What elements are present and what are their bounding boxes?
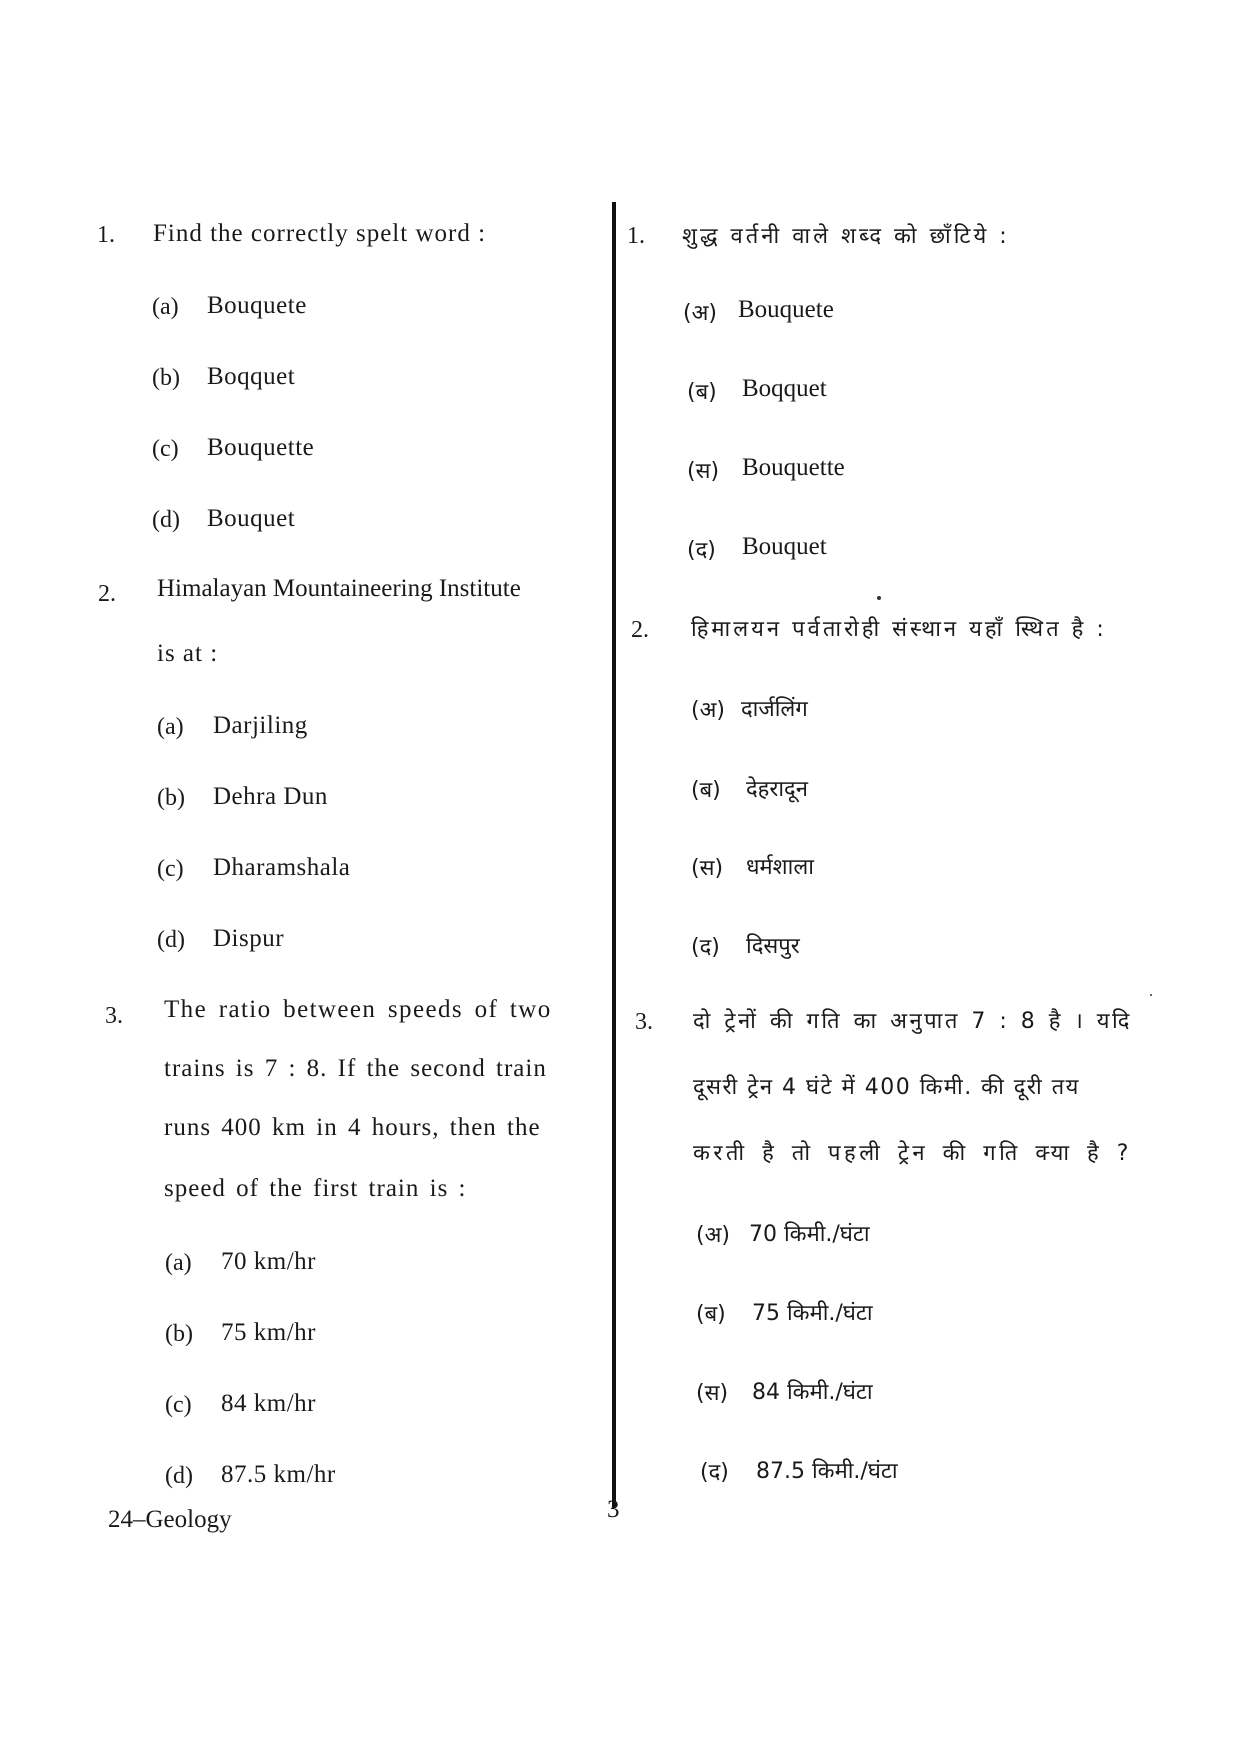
question-3-text-line3: करती है तो पहली ट्रेन की गति क्या है ?: [693, 1141, 1132, 1166]
option-row: [213, 783, 328, 811]
option-row: [696, 1298, 726, 1328]
question-text: [153, 220, 486, 248]
scan-speck: [877, 596, 881, 600]
option-row: [165, 1250, 192, 1277]
option-label: (ब): [696, 1302, 726, 1327]
question-1-text: Find the correctly spelt word :: [153, 220, 487, 247]
question-text: [164, 1114, 541, 1142]
option-text: धर्मशाला: [746, 855, 814, 880]
question-text: [157, 640, 218, 668]
option-row: [742, 454, 845, 482]
option-text: Boqquet: [742, 375, 827, 402]
option-row: [207, 292, 307, 320]
question-text: [682, 220, 1010, 250]
option-label: (स): [691, 856, 724, 881]
option-row: [696, 1377, 728, 1407]
option-label: (अ): [696, 1223, 730, 1248]
option-row: [221, 1461, 336, 1489]
column-divider: [612, 202, 616, 1508]
question-2-number: 2.: [631, 617, 649, 643]
option-row: [741, 693, 808, 723]
option-label: (c): [157, 856, 184, 882]
option-row: [742, 375, 827, 403]
option-row: [152, 365, 180, 392]
option-row: [221, 1248, 316, 1276]
question-3-text-line1: The ratio between speeds of two: [164, 996, 552, 1023]
question-2-text: हिमालयन पर्वतारोही संस्थान यहाँ स्थित है :: [691, 617, 1107, 642]
option-row: [213, 925, 284, 953]
scan-speck: [1150, 994, 1152, 996]
option-row: [157, 927, 185, 954]
subject-code: 24–Geology: [108, 1506, 232, 1533]
option-label: (a): [152, 294, 179, 320]
option-label: (अ): [683, 301, 717, 326]
question-3-number: 3.: [105, 1003, 123, 1029]
option-row: [152, 294, 179, 321]
option-row: [165, 1321, 193, 1348]
option-label: (स): [687, 459, 720, 484]
question-number: [635, 1009, 653, 1036]
page-number: 3: [607, 1496, 620, 1523]
option-label: (द): [700, 1460, 729, 1485]
option-label: (c): [165, 1392, 192, 1418]
option-row: [157, 785, 185, 812]
option-text: 70 km/hr: [221, 1248, 316, 1275]
option-row: [746, 773, 808, 803]
question-number: [97, 222, 115, 249]
option-label: (d): [165, 1463, 193, 1489]
option-row: [752, 1376, 873, 1406]
option-row: [152, 436, 179, 463]
option-label: (c): [152, 436, 179, 462]
option-text: Dehra Dun: [213, 783, 328, 810]
option-label: (b): [152, 365, 180, 391]
option-text: Bouquete: [738, 296, 834, 323]
option-row: [165, 1463, 193, 1490]
option-row: [207, 505, 295, 533]
option-row: [221, 1390, 316, 1418]
option-row: [157, 856, 184, 883]
option-text: 87.5 किमी./घंटा: [756, 1459, 898, 1484]
option-row: [746, 930, 800, 960]
option-row: [687, 376, 717, 406]
option-row: [691, 931, 720, 961]
option-row: [683, 297, 717, 327]
option-text: Dharamshala: [213, 854, 351, 881]
option-text: 70 किमी./घंटा: [749, 1222, 870, 1247]
option-row: [157, 714, 184, 741]
question-3-text-line3: runs 400 km in 4 hours, then the: [164, 1114, 541, 1141]
option-row: [756, 1455, 898, 1485]
question-number: [98, 581, 116, 608]
option-row: [691, 852, 723, 882]
option-row: [691, 774, 721, 804]
option-label: (d): [152, 507, 180, 533]
option-text: 84 km/hr: [221, 1390, 316, 1417]
option-text: Bouquet: [207, 505, 296, 532]
option-row: [738, 296, 834, 324]
question-1-text: शुद्ध वर्तनी वाले शब्द को छाँटिये :: [682, 224, 1010, 249]
option-label: (a): [157, 714, 184, 740]
option-label: (स): [696, 1381, 729, 1406]
question-text: [693, 1071, 1080, 1101]
option-label: (b): [157, 785, 185, 811]
option-row: [165, 1392, 192, 1419]
option-row: [749, 1218, 870, 1248]
option-text: देहरादून: [746, 777, 808, 802]
option-text: Bouquette: [742, 454, 845, 481]
question-text: [157, 575, 521, 603]
question-2-number: 2.: [98, 581, 116, 607]
option-text: दार्जलिंग: [741, 697, 808, 722]
option-row: [152, 507, 180, 534]
question-text: [164, 1055, 547, 1083]
question-2-text-line2: is at :: [157, 640, 219, 667]
question-text: [691, 613, 1107, 643]
question-number: [631, 617, 649, 644]
option-row: [752, 1297, 873, 1327]
option-row: [221, 1319, 316, 1347]
question-3-text-line1: दो ट्रेनों की गति का अनुपात 7 : 8 है । यदि: [693, 1009, 1132, 1034]
option-row: [687, 534, 716, 564]
question-3-text-line4: speed of the first train is :: [164, 1175, 467, 1202]
option-text: Bouquette: [207, 434, 315, 461]
question-3-text-line2: trains is 7 : 8. If the second train: [164, 1055, 547, 1082]
option-label: (b): [165, 1321, 193, 1347]
question-1-number: 1.: [627, 223, 645, 249]
option-row: [207, 363, 295, 391]
option-text: Boqquet: [207, 363, 296, 390]
option-row: [213, 854, 350, 882]
option-row: [742, 533, 827, 561]
option-row: [696, 1219, 730, 1249]
question-2-text-line1: Himalayan Mountaineering Institute: [157, 575, 521, 602]
option-row: [207, 434, 314, 462]
question-text: [693, 1137, 1132, 1167]
option-label: (ब): [687, 380, 717, 405]
option-row: [700, 1456, 729, 1486]
question-text: [164, 996, 552, 1024]
option-text: Dispur: [213, 925, 285, 952]
option-row: [213, 712, 308, 740]
option-label: (ब): [691, 778, 721, 803]
question-text: [164, 1175, 467, 1203]
option-label: (द): [687, 538, 716, 563]
option-row: [746, 851, 814, 881]
option-text: 87.5 km/hr: [221, 1461, 336, 1488]
option-row: [687, 455, 719, 485]
option-text: Bouquete: [207, 292, 307, 319]
question-text: [693, 1005, 1132, 1035]
question-3-text-line2: दूसरी ट्रेन 4 घंटे में 400 किमी. की दूरी तय: [693, 1075, 1080, 1100]
question-number: [627, 223, 645, 250]
option-text: Bouquet: [742, 533, 827, 560]
option-label: (अ): [691, 698, 725, 723]
question-3-number: 3.: [635, 1009, 653, 1035]
option-text: 84 किमी./घंटा: [752, 1380, 873, 1405]
option-label: (द): [691, 935, 720, 960]
option-label: (a): [165, 1250, 192, 1276]
option-text: 75 km/hr: [221, 1319, 316, 1346]
option-text: 75 किमी./घंटा: [752, 1301, 873, 1326]
option-row: [691, 694, 725, 724]
option-label: (d): [157, 927, 185, 953]
question-number: [105, 1003, 123, 1030]
option-text: Darjiling: [213, 712, 308, 739]
option-text: दिसपुर: [746, 934, 800, 959]
question-1-number: 1.: [97, 222, 115, 248]
